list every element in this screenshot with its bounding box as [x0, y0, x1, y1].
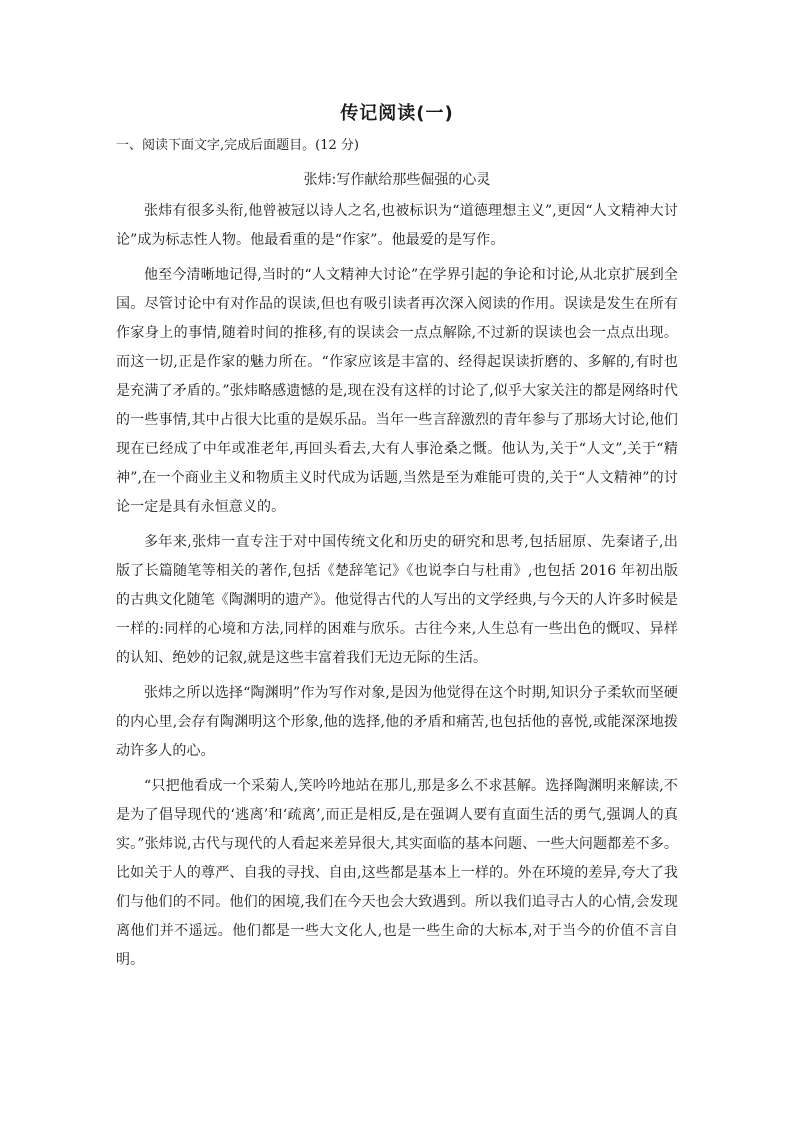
article-title: 张炜:写作献给那些倔强的心灵	[303, 172, 491, 188]
paragraph-4: 张炜之所以选择“陶渊明”作为写作对象,是因为他觉得在这个时期,知识分子柔软而坚硬的内心里,会存有陶渊明这个形象,他的选择,他的矛盾和痛苦,也包括他的喜悦,或能深深地拨动许多人的心。	[116, 685, 678, 759]
paragraph-2: 他至今清晰地记得,当时的“人文精神大讨论”在学界引起的争论和讨论,从北京扩展到全国。尽管讨论中有对作品的误读,但也有吸引读者再次深入阅读的作用。误读是发生在所有作家身上的事情,随着时间的推移,有的误读会一点点解除,不过新的误读也会一点点出现。而这一切,正是作家的魅力所在。“作家应该是丰富的、经得起误读折磨的、多解的,有时也是充满了矛盾的。”张炜略感遗憾的是,现在没有这样的讨论了,似乎大家关注的都是网络时代的一些事情,其中占很大比重的是娱乐品。当年一些言辞激烈的青年参与了那场大讨论,他们现在已经成了中年或准老年,再回头看去,大有人事沧桑之慨。他认为,关于“人文”,关于“精神”,在一个商业主义和物质主义时代成为话题,当然是至为难能可贵的,关于“人文精神”的讨论一定是具有永恒意义的。	[116, 267, 678, 515]
paragraph-5: “只把他看成一个采菊人,笑吟吟地站在那儿,那是多么不求甚解。选择陶渊明来解读,不是为了倡导现代的‘逃离’和‘疏离’,而正是相反,是在强调人要有直面生活的勇气,强调人的真实。”张炜说,古代与现代的人看起来差异很大,其实面临的基本问题、一些大问题都差不多。比如关于人的尊严、自我的寻找、自由,这些都是基本上一样的。外在环境的差异,夸大了我们与他们的不同。他们的困境,我们在今天也会大致遇到。所以我们追寻古人的心情,会发现离他们并不遥远。他们都是一些大文化人,也是一些生命的大标本,对于当今的价值不言自明。	[116, 778, 678, 968]
question-heading: 一、阅读下面文字,完成后面题目。(12 分)	[116, 138, 359, 153]
page-title: 传记阅读(一)	[340, 103, 454, 124]
paragraph-3: 多年来,张炜一直专注于对中国传统文化和历史的研究和思考,包括屈原、先秦诸子,出版了长篇随笔等相关的著作,包括《楚辞笔记》《也说李白与杜甫》,也包括 2016 年初出版的古典文化随笔《陶渊明的遗产》。他觉得古代的人写出的文学经典,与今天的人许多时候是一样的:同样的心境和方法,同样的困难与欣乐。古往今来,人生总有一些出色的慨叹、异样的认知、绝妙的记叙,就是这些丰富着我们无边无际的生活。	[116, 534, 678, 666]
paragraph-1: 张炜有很多头衔,他曾被冠以诗人之名,也被标识为“道德理想主义”,更因“人文精神大讨论”成为标志性人物。他最看重的是“作家”。他最爱的是写作。	[116, 203, 678, 248]
